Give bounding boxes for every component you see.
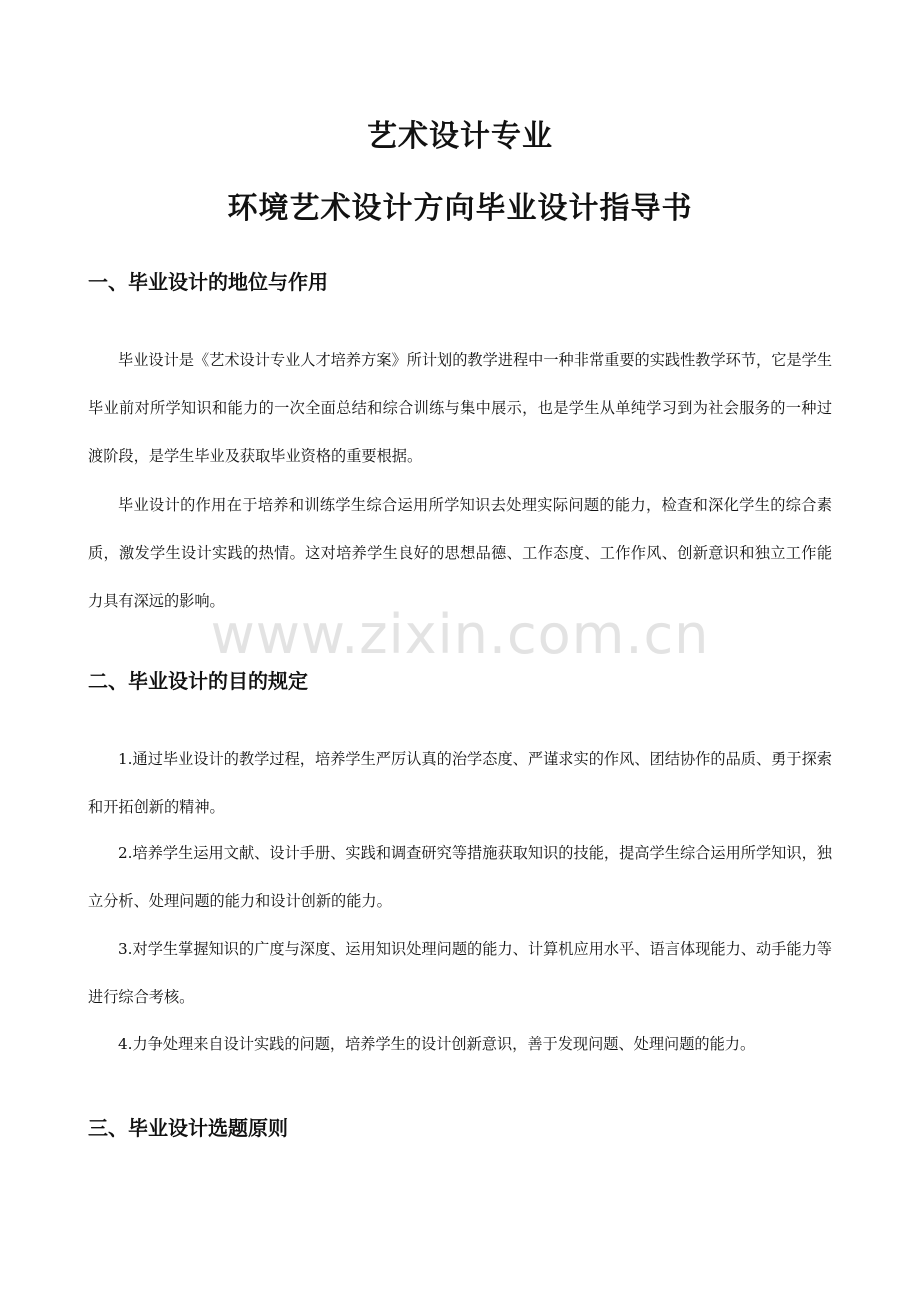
section-heading-3: 三、毕业设计选题原则 (88, 1116, 288, 1140)
list-item: 1.通过毕业设计的教学过程，培养学生严厉认真的治学态度、严谨求实的作风、团结协作的品质、勇于探索和开拓创新的精神。 (88, 750, 832, 816)
document-subtitle: 环境艺术设计方向毕业设计指导书 (227, 191, 693, 226)
document-title: 艺术设计专业 (367, 119, 553, 154)
section-heading-2: 二、毕业设计的目的规定 (88, 669, 308, 693)
section-1-paragraph-2: 毕业设计的作用在于培养和训练学生综合运用所学知识去处理实际问题的能力，检查和深化学生的综合素质，激发学生设计实践的热情。这对培养学生良好的思想品德、工作态度、工作作风、创新意识和独立工作能力具有深远的影响。 (88, 496, 832, 610)
list-item: 2.培养学生运用文献、设计手册、实践和调查研究等措施获取知识的技能，提高学生综合运用所学知识，独立分析、处理问题的能力和设计创新的能力。 (88, 844, 832, 910)
section-heading-1: 一、毕业设计的地位与作用 (88, 270, 328, 294)
section-1-paragraph-1: 毕业设计是《艺术设计专业人才培养方案》所计划的教学进程中一种非常重要的实践性教学环节，它是学生毕业前对所学知识和能力的一次全面总结和综合训练与集中展示，也是学生从单纯学习到为社会服务的一种过渡阶段，是学生毕业及获取毕业资格的重要根据。 (88, 351, 832, 465)
list-item: 4.力争处理来自设计实践的问题，培养学生的设计创新意识，善于发现问题、处理问题的能力。 (118, 1035, 756, 1053)
watermark: www.zixin.com.cn (210, 603, 710, 666)
list-item: 3.对学生掌握知识的广度与深度、运用知识处理问题的能力、计算机应用水平、语言体现能力、动手能力等进行综合考核。 (88, 940, 832, 1006)
